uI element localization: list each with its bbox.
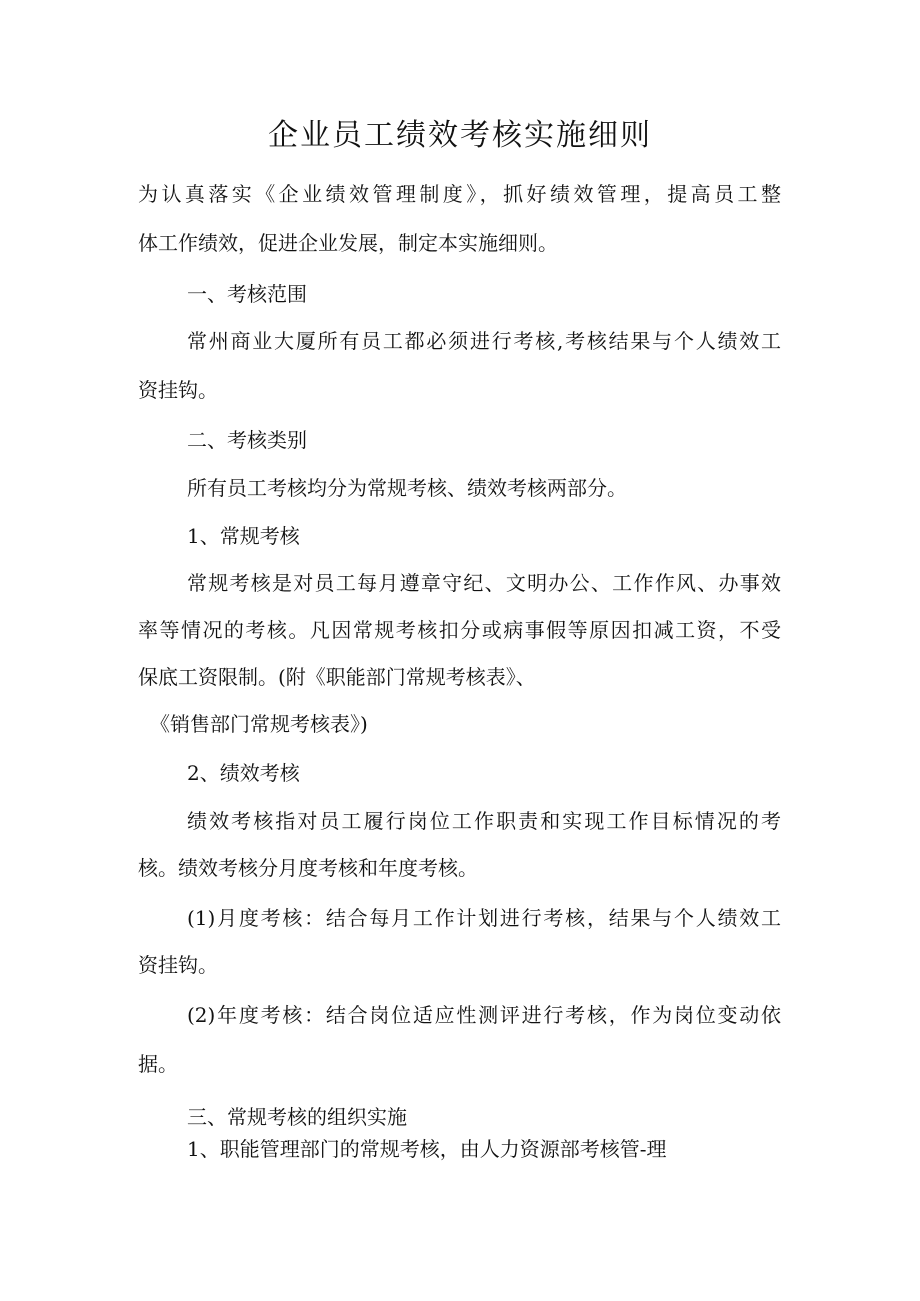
section-heading: 三、常规考核的组织实施 bbox=[187, 1105, 407, 1129]
paragraph-line: (2)年度考核：结合岗位适应性测评进行考核，作为岗位变动依 bbox=[187, 1003, 781, 1027]
paragraph-line: 率等情况的考核。凡因常规考核扣分或病事假等原因扣减工资，不受 bbox=[138, 618, 781, 642]
paragraph-line: 资挂钩。 bbox=[138, 953, 218, 977]
paragraph-line: 《销售部门常规考核表》) bbox=[150, 712, 368, 736]
paragraph-line: 1、职能管理部门的常规考核，由人力资源部考核管-理 bbox=[187, 1137, 667, 1161]
paragraph-line: 为认真落实《企业绩效管理制度》，抓好绩效管理，提高员工整 bbox=[138, 182, 781, 206]
paragraph-line: 常州商业大厦所有员工都必须进行考核,考核结果与个人绩效工 bbox=[187, 329, 781, 353]
paragraph-line: 常规考核是对员工每月遵章守纪、文明办公、工作作风、办事效 bbox=[187, 571, 781, 595]
paragraph-line: 绩效考核指对员工履行岗位工作职责和实现工作目标情况的考 bbox=[187, 809, 781, 833]
subsection-heading: 1、常规考核 bbox=[187, 524, 300, 548]
paragraph-line: (1)月度考核：结合每月工作计划进行考核，结果与个人绩效工 bbox=[187, 906, 781, 930]
section-heading: 二、考核类别 bbox=[187, 428, 307, 452]
paragraph-line: 所有员工考核均分为常规考核、绩效考核两部分。 bbox=[187, 476, 627, 500]
paragraph-line: 保底工资限制。(附《职能部门常规考核表》、 bbox=[138, 665, 536, 689]
document-title: 企业员工绩效考核实施细则 bbox=[268, 118, 652, 153]
paragraph-line: 体工作绩效，促进企业发展，制定本实施细则。 bbox=[138, 231, 558, 255]
section-heading: 一、考核范围 bbox=[187, 282, 307, 306]
paragraph-line: 资挂钩。 bbox=[138, 378, 218, 402]
subsection-heading: 2、绩效考核 bbox=[187, 761, 300, 785]
paragraph-line: 据。 bbox=[138, 1052, 178, 1076]
paragraph-line: 核。绩效考核分月度考核和年度考核。 bbox=[138, 856, 478, 880]
